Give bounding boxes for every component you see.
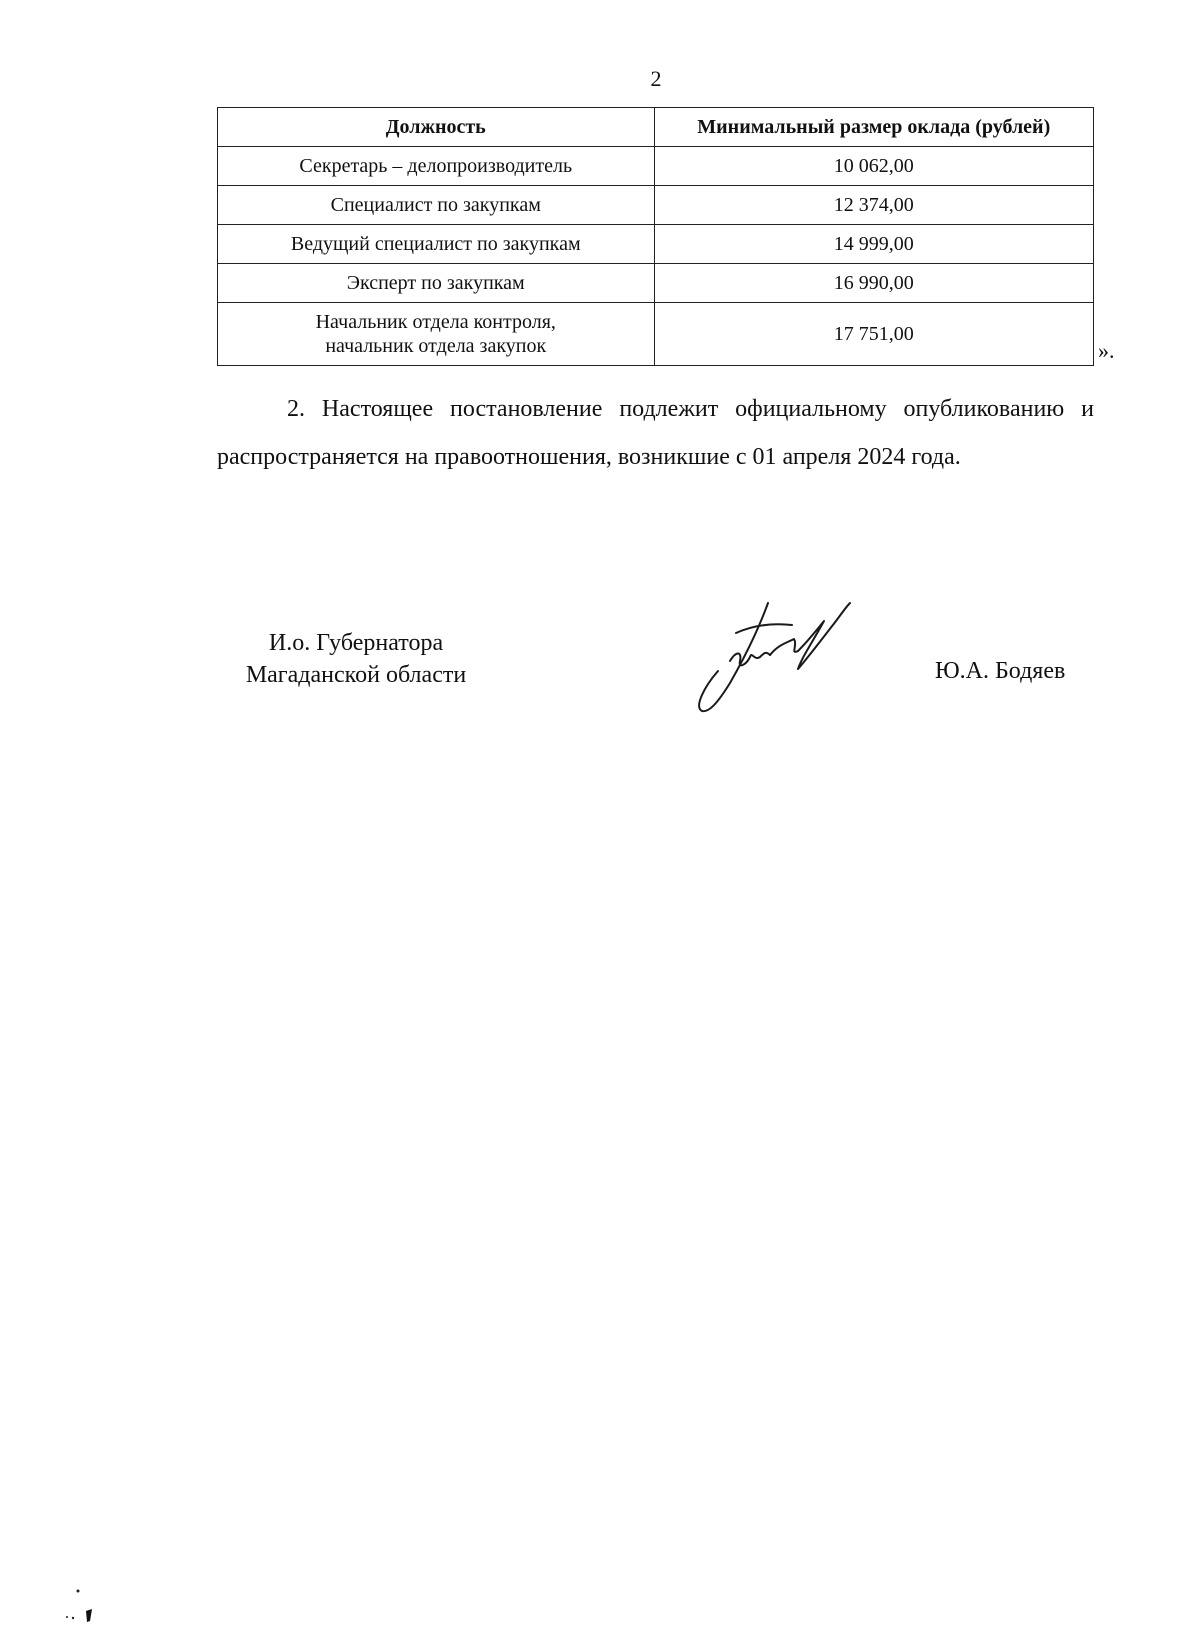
salary-cell: 17 751,00 <box>654 303 1093 366</box>
signer-title <box>226 627 486 691</box>
table-row <box>218 264 1094 303</box>
column-header-salary: Минимальный размер оклада (рублей) <box>654 108 1093 147</box>
signer-title-line-1: И.о. Губернатора <box>268 630 444 656</box>
position-cell: Специалист по закупкам <box>218 186 655 225</box>
signer-title-line-2: Магаданской области <box>245 662 467 688</box>
closing-quote: ». <box>1098 338 1115 363</box>
salary-table <box>217 107 1094 366</box>
salary-cell: 10 062,00 <box>654 147 1093 186</box>
position-line-1: Начальник отдела контроля, <box>315 311 556 333</box>
page-number: 2 <box>650 66 662 91</box>
handwritten-signature <box>690 595 870 720</box>
column-header-position: Должность <box>218 108 655 147</box>
scan-artifact <box>62 1585 102 1625</box>
table-row <box>218 186 1094 225</box>
table-row <box>218 303 1094 366</box>
position-cell: Эксперт по закупкам <box>218 264 655 303</box>
table-row <box>218 147 1094 186</box>
position-cell: Ведущий специалист по закупкам <box>218 225 655 264</box>
salary-cell: 16 990,00 <box>654 264 1093 303</box>
signer-name: Ю.А. Бодяев <box>935 658 1066 684</box>
position-line-2: начальник отдела закупок <box>325 335 547 357</box>
table-header-row <box>218 108 1094 147</box>
position-cell: Секретарь – делопроизводитель <box>218 147 655 186</box>
salary-cell: 14 999,00 <box>654 225 1093 264</box>
table-row <box>218 225 1094 264</box>
salary-cell: 12 374,00 <box>654 186 1093 225</box>
position-cell <box>218 303 655 366</box>
body-paragraph: 2. Настоящее постановление подлежит официальному опубликованию и распространяется на правоотношения, возникшие с 01 апреля 2024 года. <box>217 396 1094 470</box>
